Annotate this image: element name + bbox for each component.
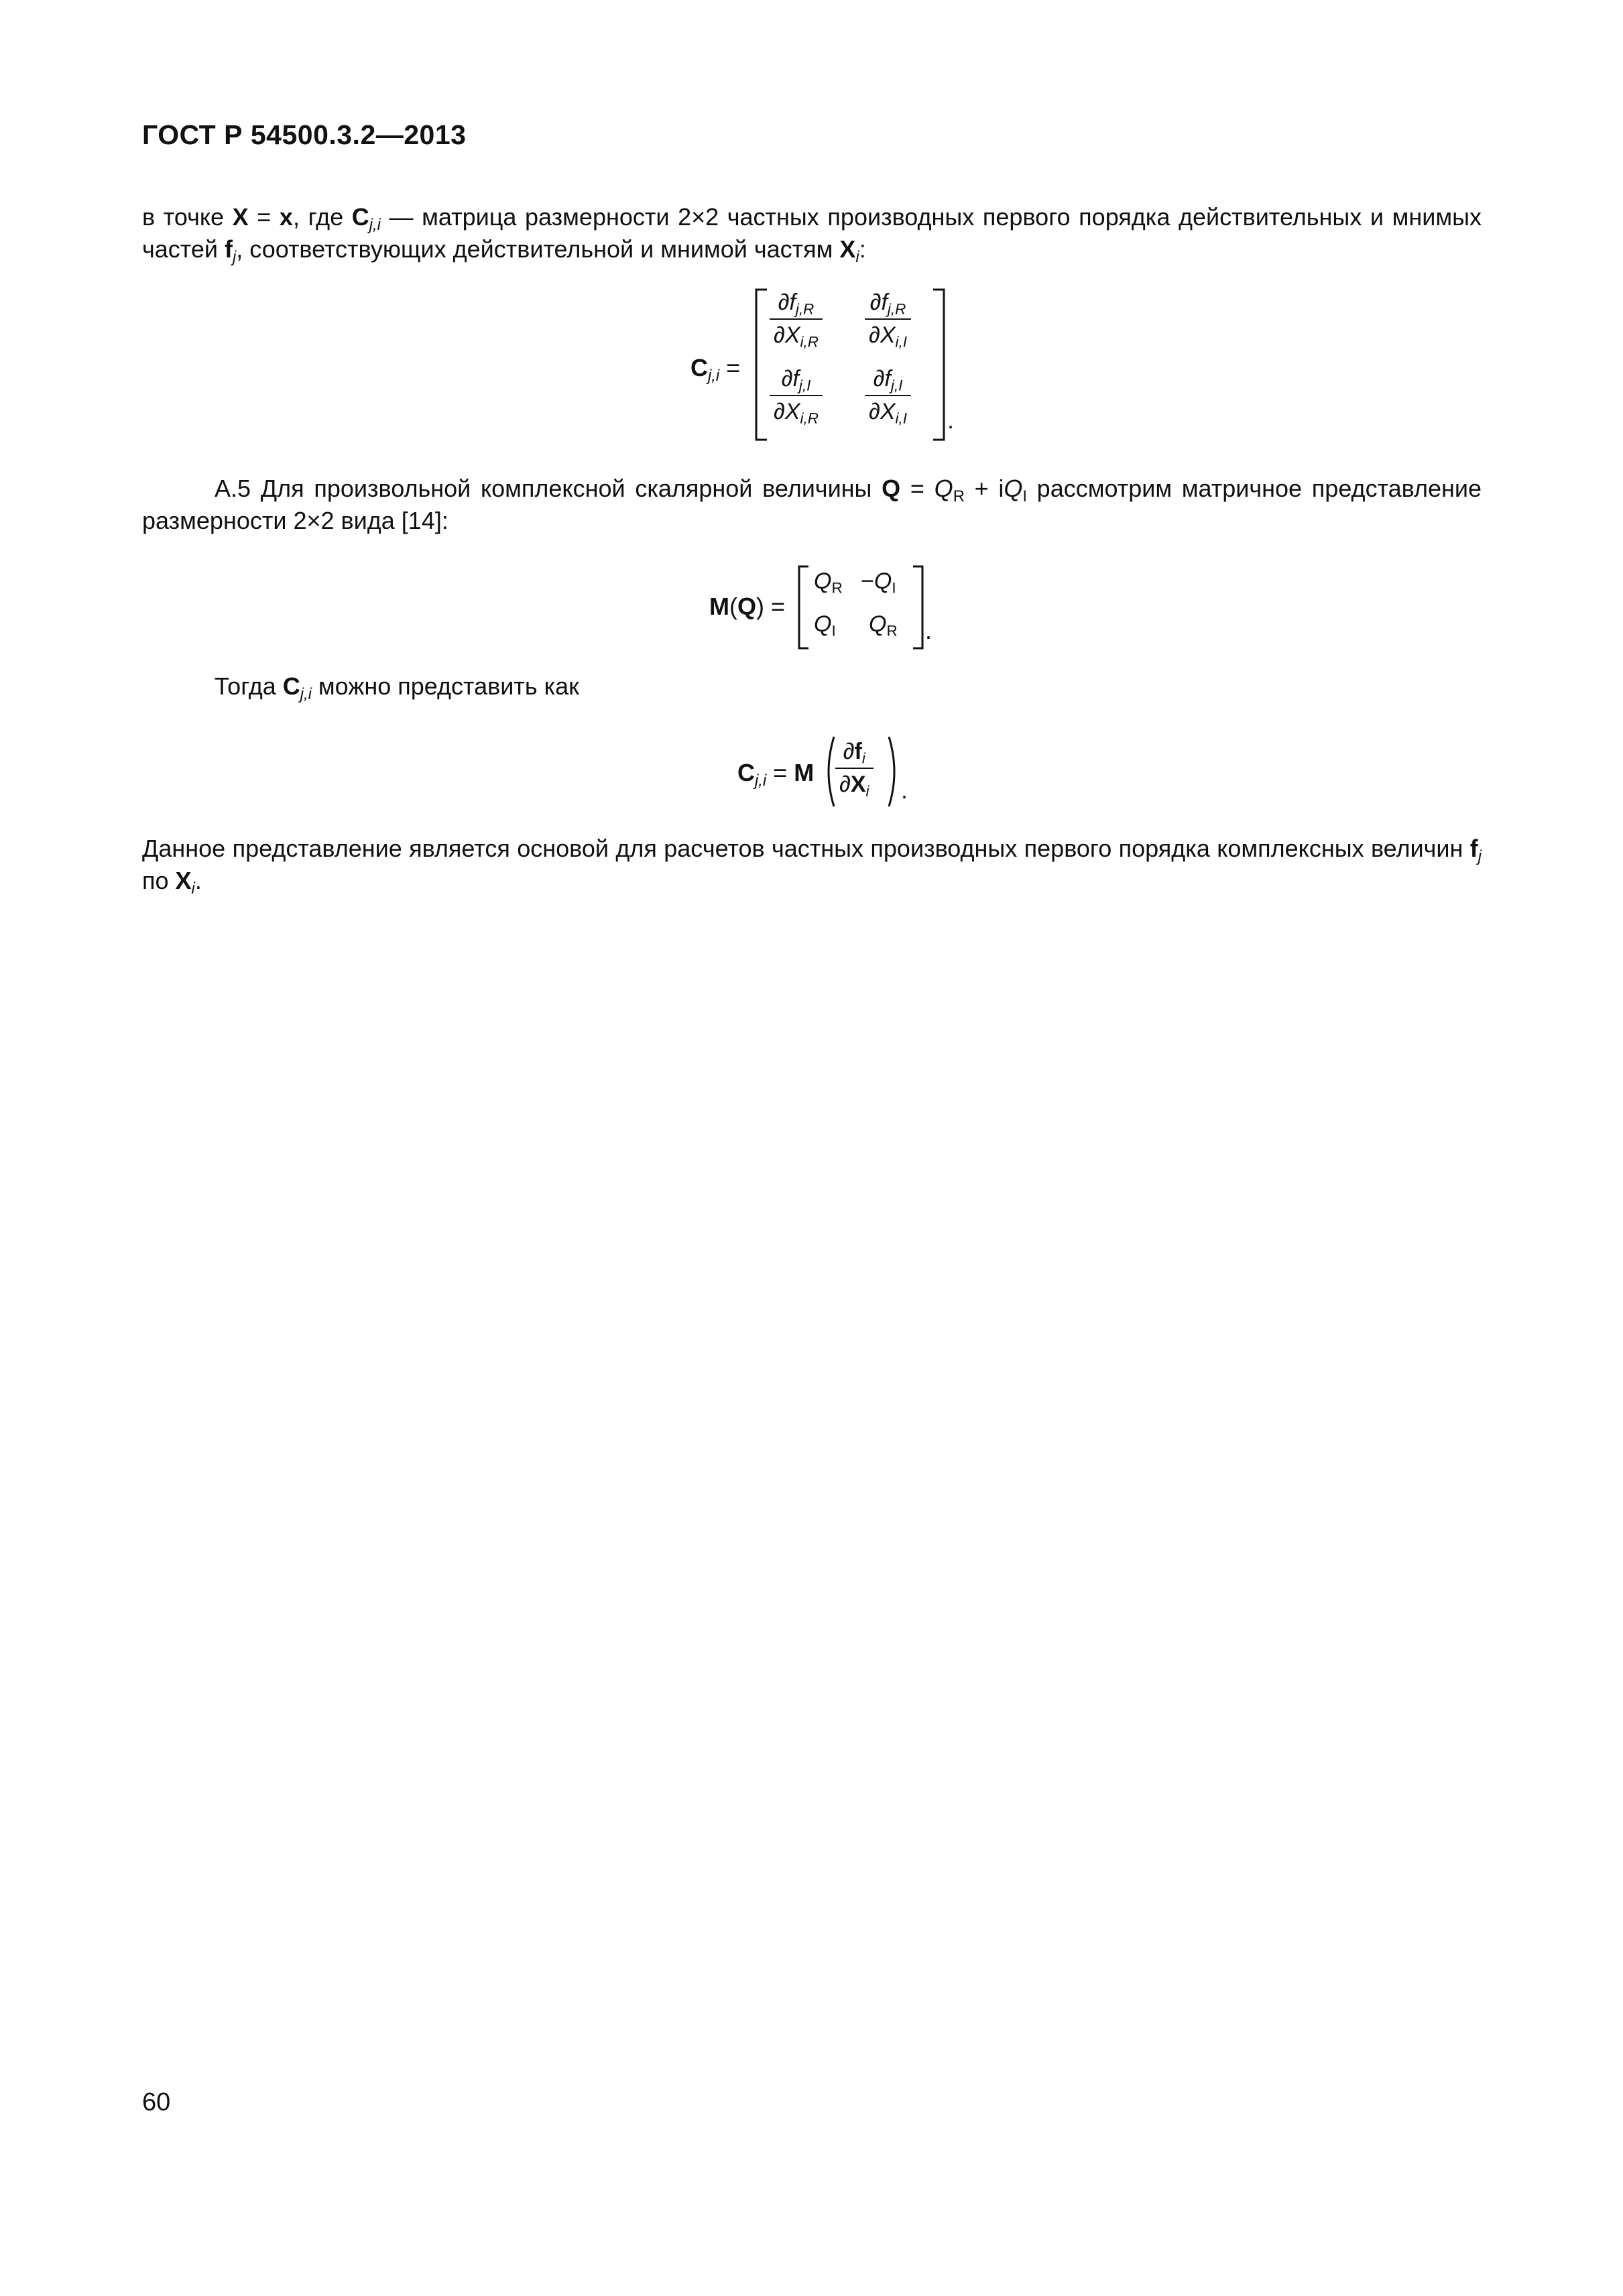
symbol-Q: Q <box>869 611 887 637</box>
symbol-X: X <box>839 235 856 263</box>
text: в точке <box>142 203 233 231</box>
subscript: j,i <box>708 367 720 385</box>
paragraph-a5 <box>142 473 1482 537</box>
symbol-X: X <box>880 322 896 348</box>
right-bracket <box>929 287 949 442</box>
matrix-cell <box>770 290 823 349</box>
symbol-f: f <box>1469 835 1478 862</box>
text: : <box>859 235 866 263</box>
equation-jacobian <box>690 287 972 448</box>
symbol-f: f <box>884 366 891 391</box>
left-bracket <box>795 564 811 650</box>
fraction-bar <box>770 318 823 320</box>
symbol-f: f <box>789 290 796 315</box>
subscript: i,R <box>800 333 819 351</box>
subscript: i <box>191 880 195 898</box>
symbol-Q: Q <box>934 475 953 502</box>
fraction-bar <box>835 768 874 769</box>
symbol-x: x <box>279 203 293 231</box>
matrix-cell <box>770 366 823 425</box>
subscript: I <box>1022 487 1027 506</box>
partial: ∂ <box>774 399 785 424</box>
period: . <box>901 776 908 804</box>
subscript: j,i <box>755 772 767 790</box>
fraction-bar <box>865 318 911 320</box>
paragraph-conclusion <box>142 833 1482 897</box>
symbol-C: C <box>737 759 755 786</box>
symbol-Q: Q <box>882 475 901 502</box>
left-paren <box>821 735 837 808</box>
document-header: ГОСТ Р 54500.3.2—2013 <box>142 119 467 150</box>
symbol-X: X <box>784 399 800 424</box>
fraction-bar <box>770 395 823 396</box>
matrix-cell <box>865 290 911 349</box>
paragraph-definition <box>142 201 1482 265</box>
symbol-f: f <box>854 739 862 764</box>
subscript: j <box>1478 847 1482 866</box>
text: = <box>248 203 280 231</box>
text: по <box>142 867 176 894</box>
matrix-cell <box>814 611 836 638</box>
subscript: I <box>831 622 836 640</box>
matrix-cell <box>865 366 911 425</box>
subscript: i <box>865 782 869 800</box>
subscript: i <box>855 248 859 267</box>
equation-lhs <box>709 593 785 621</box>
text: можно представить как <box>311 672 579 700</box>
symbol-Q: Q <box>737 593 757 620</box>
symbol-f: f <box>792 366 799 391</box>
text: + i <box>964 475 1004 502</box>
left-bracket <box>751 287 771 442</box>
symbol-X: X <box>232 203 249 231</box>
equals: ) = <box>756 593 786 620</box>
subscript: R <box>953 487 965 506</box>
matrix-cell <box>814 568 843 595</box>
subscript: j <box>233 248 237 267</box>
symbol-X: X <box>784 322 800 348</box>
equals: = <box>719 354 741 381</box>
subscript: i,I <box>895 410 907 427</box>
symbol-f: f <box>881 290 888 315</box>
fraction-bar <box>865 395 911 396</box>
text: , соответствующих действительной и мнимой частям <box>236 235 840 263</box>
equation-lhs <box>690 354 741 385</box>
text: = <box>900 475 935 502</box>
fraction <box>835 739 874 798</box>
symbol-X: X <box>850 772 866 797</box>
matrix-cell <box>869 611 898 638</box>
subscript: j,i <box>369 216 381 235</box>
symbol-Q: Q <box>874 568 892 594</box>
partial: ∂ <box>774 322 785 348</box>
subscript: R <box>886 622 898 640</box>
symbol-f: f <box>225 235 233 263</box>
symbol-M: M <box>794 759 815 786</box>
symbol-Q: Q <box>814 568 832 594</box>
symbol-C: C <box>351 203 369 231</box>
subscript: i,R <box>800 410 819 427</box>
symbol-C: C <box>690 354 708 381</box>
text: рассмотрим матричное представление размерности 2×2 вида [14]: <box>142 475 1482 534</box>
symbol-Q: Q <box>814 611 832 637</box>
subscript: j,I <box>798 377 811 394</box>
subscript: I <box>892 579 896 597</box>
subscript: j,R <box>887 300 906 318</box>
text: А.5 Для произвольной комплексной скалярной величины <box>215 475 882 502</box>
equation-c-via-m <box>737 735 912 815</box>
right-bracket <box>910 564 926 650</box>
subscript: j,i <box>300 685 312 704</box>
matrix-cell <box>861 568 896 595</box>
symbol-X: X <box>175 867 192 894</box>
subscript: i <box>861 749 865 767</box>
subscript: R <box>831 579 843 597</box>
partial: ∂ <box>781 366 793 391</box>
partial: ∂ <box>843 739 855 764</box>
text: , где <box>292 203 352 231</box>
text: — матрица размерности 2×2 частных производных первого порядка действительных и мнимых частей <box>142 203 1482 263</box>
page-number: 60 <box>142 2088 171 2116</box>
subscript: i,I <box>895 333 907 351</box>
symbol-Q: Q <box>1004 475 1023 502</box>
subscript: j,R <box>795 300 815 318</box>
right-paren <box>886 735 902 808</box>
subscript: j,I <box>890 377 903 394</box>
partial: ∂ <box>778 290 790 315</box>
text: Данное представление является основой для расчетов частных производных первого порядка комплексных величин <box>142 835 1470 862</box>
period: . <box>947 406 955 434</box>
partial: ∂ <box>873 366 885 391</box>
symbol-C: C <box>282 672 300 700</box>
text: . <box>194 867 202 894</box>
equation-matrix-representation <box>709 562 937 656</box>
text: Тогда <box>215 672 283 700</box>
partial: ∂ <box>869 322 880 348</box>
partial: ∂ <box>869 290 882 315</box>
paragraph-then <box>142 670 1482 703</box>
paren: ( <box>729 593 737 620</box>
period: . <box>925 617 933 644</box>
minus: − <box>861 568 874 594</box>
symbol-M: M <box>709 593 729 620</box>
equals: = <box>766 759 794 786</box>
symbol-X: X <box>880 399 896 424</box>
partial: ∂ <box>839 772 851 797</box>
equation-lhs <box>737 759 815 790</box>
partial: ∂ <box>869 399 880 424</box>
